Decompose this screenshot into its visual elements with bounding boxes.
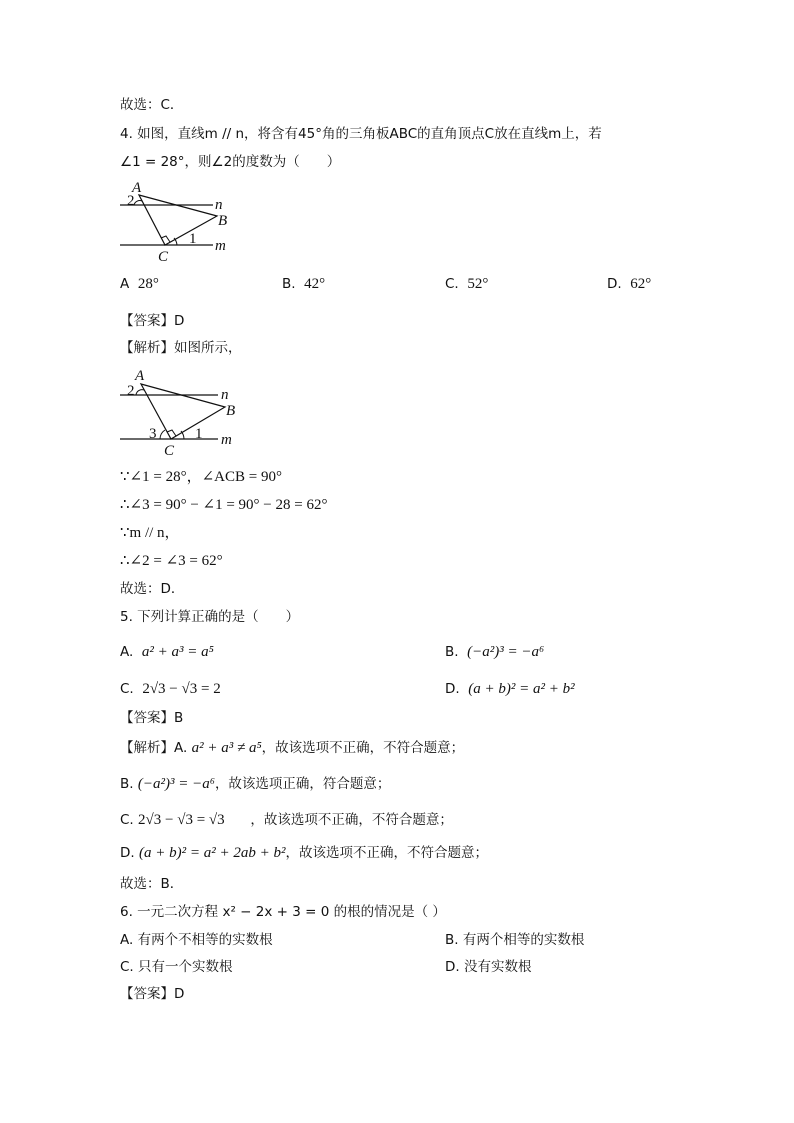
label-m: m: [221, 432, 232, 448]
q5-analysis-a: 【解析】A. a² + a³ ≠ a⁵，故该选项不正确，不符合题意；: [120, 740, 465, 756]
q5-analysis-d: D. (a + b)² = a² + 2ab + b²，故该选项不正确，不符合题意；: [120, 845, 488, 861]
q5-option-a: A. a² + a³ = a⁵: [120, 644, 214, 660]
q4-analysis-intro: 【解析】如图所示，: [120, 340, 242, 356]
q4-answer: 【答案】D: [120, 313, 185, 329]
q5-analysis-c: C. 2√3 − √3 = √3 ，故该选项不正确，不符合题意；: [120, 812, 453, 828]
q5-conclusion: 故选：B．: [120, 876, 184, 892]
label-a: A: [132, 180, 142, 196]
q4-analysis-figure: [115, 365, 245, 457]
label-angle-1: 1: [189, 231, 197, 247]
q6-option-a: A. 有两个不相等的实数根: [120, 932, 273, 948]
q4-step-1: ∵∠1 = 28°，∠ACB = 90°: [120, 469, 282, 485]
angle-3-arc: [160, 430, 165, 439]
q5-analysis-b: B. (−a²)³ = −a⁶，故该选项正确，符合题意；: [120, 776, 391, 792]
label-angle-2: 2: [127, 383, 135, 399]
label-a: A: [135, 368, 145, 384]
label-angle-2: 2: [127, 193, 135, 209]
q4-option-b: B. 42°: [282, 276, 326, 292]
label-c: C: [158, 249, 169, 264]
q4-stem-line1: 4. 如图，直线m // n，将含有45°角的三角板ABC的直角顶点C放在直线m上，若: [120, 126, 602, 142]
q6-option-b: B. 有两个相等的实数根: [445, 932, 585, 948]
triangle-abc: [139, 195, 217, 245]
label-m: m: [215, 238, 226, 254]
q4-option-d: D. 62°: [607, 276, 652, 292]
q4-stem-line2: ∠1 = 28°，则∠2的度数为（ ）: [120, 154, 341, 170]
q4-step-3: ∵m // n，: [120, 525, 180, 541]
q4-figure-triangle: [115, 178, 240, 264]
label-b: B: [226, 403, 236, 419]
previous-answer-line: 故选：C．: [120, 97, 184, 113]
label-n: n: [221, 387, 229, 403]
q4-conclusion: 故选：D．: [120, 581, 185, 597]
label-c: C: [164, 443, 175, 457]
label-n: n: [215, 197, 223, 213]
angle-2-arc: [136, 390, 144, 395]
q6-option-c: C. 只有一个实数根: [120, 959, 233, 975]
label-angle-3: 3: [149, 426, 157, 442]
q4-option-c: C. 52°: [445, 276, 489, 292]
q5-option-d: D. (a + b)² = a² + b²: [445, 681, 575, 697]
q5-answer: 【答案】B: [120, 710, 184, 726]
q4-option-a: A 28°: [120, 276, 159, 292]
q4-step-2: ∴∠3 = 90° − ∠1 = 90° − 28 = 62°: [120, 497, 328, 513]
label-b: B: [218, 213, 228, 229]
q5-option-c: C. 2√3 − √3 = 2: [120, 681, 221, 697]
q5-option-b: B. (−a²)³ = −a⁶: [445, 644, 545, 660]
q4-step-4: ∴∠2 = ∠3 = 62°: [120, 553, 223, 569]
label-angle-1: 1: [195, 426, 203, 442]
q6-stem: 6. 一元二次方程 x² − 2x + 3 = 0 的根的情况是（ ）: [120, 904, 446, 920]
q6-answer: 【答案】D: [120, 986, 185, 1002]
angle-2-arc: [134, 201, 142, 205]
q5-stem: 5. 下列计算正确的是（ ）: [120, 609, 300, 625]
q6-option-d: D. 没有实数根: [445, 959, 532, 975]
